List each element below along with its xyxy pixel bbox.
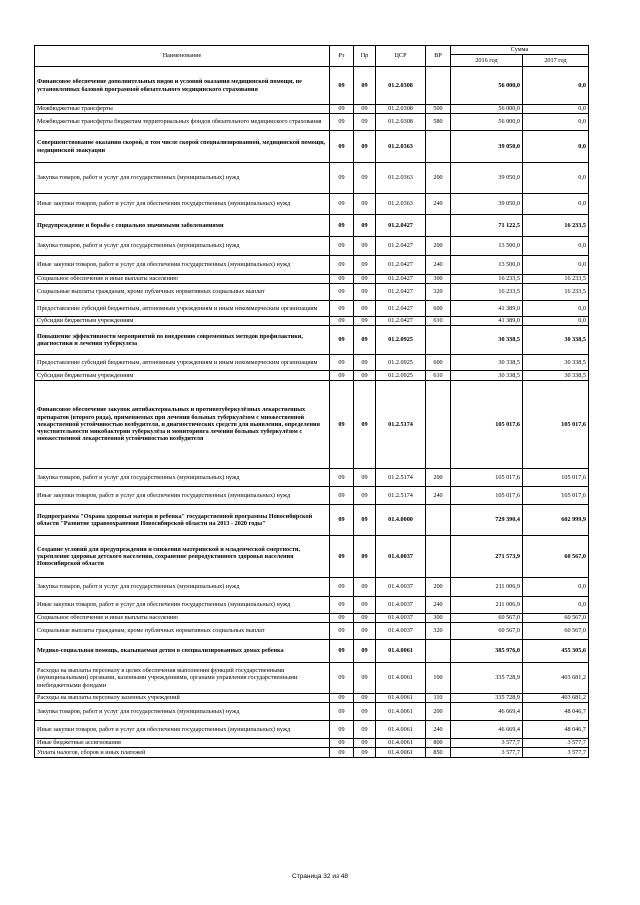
row-vr: 300	[426, 614, 451, 623]
row-vr	[426, 536, 451, 578]
row-vr: 240	[426, 597, 451, 614]
row-name: Межбюджетные трансферты бюджетам территориальных фондов обязательного медицинского страхования	[35, 114, 330, 131]
row-rz: 09	[330, 163, 354, 194]
row-vr: 610	[426, 317, 451, 326]
table-header	[35, 46, 589, 67]
row-rz: 09	[330, 105, 354, 114]
row-vr: 580	[426, 114, 451, 131]
row-amount-2016: 211 006,9	[451, 597, 523, 614]
row-pr: 09	[354, 67, 376, 105]
row-rz: 09	[330, 597, 354, 614]
row-amount-2016: 105 017,6	[451, 381, 523, 469]
row-amount-2016: 105 017,6	[451, 487, 523, 505]
row-vr	[426, 505, 451, 536]
row-vr	[426, 215, 451, 237]
row-amount-2016: 211 006,9	[451, 578, 523, 597]
row-amount-2016: 13 500,0	[451, 237, 523, 256]
row-amount-2016: 16 233,5	[451, 275, 523, 284]
row-pr: 09	[354, 703, 376, 721]
row-name: Иные закупки товаров, работ и услуг для обеспечения государственных (муниципальных) нужд	[35, 597, 330, 614]
table-row	[35, 487, 589, 505]
row-name: Социальное обеспечение и иные выплаты населению	[35, 614, 330, 623]
row-vr: 800	[426, 739, 451, 748]
row-csr: 01.4.0061	[376, 640, 426, 663]
row-name: Иные закупки товаров, работ и услуг для обеспечения государственных (муниципальных) нужд	[35, 487, 330, 505]
row-name: Социальное обеспечение и иные выплаты населению	[35, 275, 330, 284]
row-name: Совершенствование оказания скорой, в том числе скорой специализированной, медицинской помощи, медицинской эвакуации	[35, 131, 330, 163]
row-pr: 09	[354, 301, 376, 317]
row-csr: 01.4.0037	[376, 536, 426, 578]
row-amount-2016: 16 233,5	[451, 284, 523, 301]
header-rz: Рз	[330, 46, 354, 67]
row-csr: 01.2.0308	[376, 105, 426, 114]
table-row	[35, 623, 589, 640]
row-name: Субсидии бюджетным учреждениям	[35, 317, 330, 326]
row-rz: 09	[330, 536, 354, 578]
row-csr: 01.2.0427	[376, 215, 426, 237]
row-pr: 09	[354, 163, 376, 194]
header-pr: Пр	[354, 46, 376, 67]
row-amount-2017: 48 046,7	[523, 721, 589, 739]
row-pr: 09	[354, 215, 376, 237]
table-row	[35, 114, 589, 131]
row-pr: 09	[354, 505, 376, 536]
row-csr: 01.2.0427	[376, 301, 426, 317]
row-vr: 240	[426, 256, 451, 275]
row-vr: 850	[426, 748, 451, 758]
row-csr: 01.2.5174	[376, 381, 426, 469]
row-csr: 01.2.0427	[376, 284, 426, 301]
row-amount-2016: 39 050,0	[451, 163, 523, 194]
row-amount-2016: 39 050,0	[451, 194, 523, 215]
row-amount-2017: 3 577,7	[523, 748, 589, 758]
row-rz: 09	[330, 301, 354, 317]
row-name: Уплата налогов, сборов и иных платежей	[35, 748, 330, 758]
row-amount-2016: 105 017,6	[451, 469, 523, 487]
row-csr: 01.2.0925	[376, 371, 426, 381]
row-csr: 01.2.0427	[376, 256, 426, 275]
row-vr: 200	[426, 703, 451, 721]
row-name: Финансовое обеспечение закупок антибактериальных и противотуберкулёзных лекарственных препаратов (второго ряда), применяемых при лечении больных туберкулёзом с множественной лекарственной устойчивостью возбудителя, и диагностических средств для выявления, определения чувствительности микобактерии туберкулёза и мониторинга лечения больных туберкулёзом с множественной лекарственной устойчивостью возбудителя	[35, 381, 330, 469]
row-name: Создание условий для предупреждения и снижения материнской и младенческой смертности, укрепление здоровья детского населения, сохранение репродуктивного здоровья населения Новосибирской области	[35, 536, 330, 578]
row-amount-2017: 105 017,6	[523, 381, 589, 469]
row-pr: 09	[354, 536, 376, 578]
row-vr: 100	[426, 663, 451, 694]
row-amount-2016: 60 567,0	[451, 614, 523, 623]
table-row	[35, 578, 589, 597]
row-amount-2016: 39 050,0	[451, 131, 523, 163]
row-name: Предоставление субсидий бюджетным, автономным учреждениям и иным некоммерческим организациям	[35, 301, 330, 317]
row-amount-2017: 0,0	[523, 67, 589, 105]
row-vr: 320	[426, 284, 451, 301]
row-pr: 09	[354, 623, 376, 640]
row-csr: 01.2.0363	[376, 163, 426, 194]
row-amount-2016: 56 000,0	[451, 67, 523, 105]
row-amount-2016: 41 389,0	[451, 301, 523, 317]
row-rz: 09	[330, 275, 354, 284]
row-rz: 09	[330, 623, 354, 640]
row-vr: 600	[426, 355, 451, 371]
row-csr: 01.4.0037	[376, 578, 426, 597]
row-csr: 01.4.0061	[376, 721, 426, 739]
row-pr: 09	[354, 317, 376, 326]
row-pr: 09	[354, 275, 376, 284]
row-amount-2017: 0,0	[523, 237, 589, 256]
row-vr: 500	[426, 105, 451, 114]
row-rz: 09	[330, 114, 354, 131]
row-rz: 09	[330, 131, 354, 163]
row-pr: 09	[354, 237, 376, 256]
row-csr: 01.4.0037	[376, 623, 426, 640]
row-amount-2017: 30 338,5	[523, 355, 589, 371]
row-rz: 09	[330, 67, 354, 105]
row-name: Иные закупки товаров, работ и услуг для обеспечения государственных (муниципальных) нужд	[35, 256, 330, 275]
row-pr: 09	[354, 371, 376, 381]
row-amount-2016: 56 000,0	[451, 114, 523, 131]
row-pr: 09	[354, 663, 376, 694]
row-name: Иные бюджетные ассигнования	[35, 739, 330, 748]
row-rz: 09	[330, 256, 354, 275]
row-amount-2017: 0,0	[523, 301, 589, 317]
row-vr	[426, 67, 451, 105]
row-pr: 09	[354, 469, 376, 487]
row-rz: 09	[330, 237, 354, 256]
row-vr: 200	[426, 163, 451, 194]
row-amount-2016: 335 728,9	[451, 663, 523, 694]
row-rz: 09	[330, 663, 354, 694]
row-amount-2016: 385 976,0	[451, 640, 523, 663]
row-name: Закупка товаров, работ и услуг для государственных (муниципальных) нужд	[35, 163, 330, 194]
table-row	[35, 721, 589, 739]
row-csr: 01.4.0061	[376, 739, 426, 748]
row-amount-2017: 3 577,7	[523, 739, 589, 748]
row-amount-2016: 30 338,5	[451, 371, 523, 381]
table-row	[35, 371, 589, 381]
row-vr: 200	[426, 469, 451, 487]
row-amount-2017: 60 567,0	[523, 623, 589, 640]
table-row	[35, 640, 589, 663]
row-name: Социальные выплаты гражданам, кроме публичных нормативных социальных выплат	[35, 623, 330, 640]
row-amount-2017: 16 233,5	[523, 275, 589, 284]
page-footer: Страница 32 из 48	[292, 873, 348, 880]
row-rz: 09	[330, 614, 354, 623]
row-amount-2017: 60 567,0	[523, 536, 589, 578]
row-amount-2017: 403 681,2	[523, 663, 589, 694]
table-row	[35, 748, 589, 758]
row-amount-2016: 13 500,0	[451, 256, 523, 275]
table-row	[35, 505, 589, 536]
row-vr: 240	[426, 487, 451, 505]
row-amount-2017: 48 046,7	[523, 703, 589, 721]
row-amount-2016: 60 567,0	[451, 623, 523, 640]
row-rz: 09	[330, 317, 354, 326]
table-row	[35, 256, 589, 275]
row-vr	[426, 381, 451, 469]
row-rz: 09	[330, 694, 354, 703]
row-amount-2016: 30 338,5	[451, 355, 523, 371]
row-amount-2016: 271 573,9	[451, 536, 523, 578]
row-vr: 240	[426, 721, 451, 739]
row-amount-2017: 0,0	[523, 131, 589, 163]
row-rz: 09	[330, 215, 354, 237]
row-name: Закупка товаров, работ и услуг для государственных (муниципальных) нужд	[35, 578, 330, 597]
table-row	[35, 301, 589, 317]
row-name: Подпрограмма "Охрана здоровья матери и ребенка" государственной программы Новосибирской области "Развитие здравоохранения Новосибирской области на 2013 - 2020 годы"	[35, 505, 330, 536]
row-pr: 09	[354, 487, 376, 505]
row-rz: 09	[330, 284, 354, 301]
row-amount-2016: 3 577,7	[451, 748, 523, 758]
row-vr	[426, 640, 451, 663]
row-csr: 01.4.0061	[376, 748, 426, 758]
row-amount-2016: 46 669,4	[451, 703, 523, 721]
row-vr: 300	[426, 275, 451, 284]
row-amount-2017: 0,0	[523, 578, 589, 597]
row-csr: 01.4.0061	[376, 703, 426, 721]
row-pr: 09	[354, 355, 376, 371]
row-name: Предоставление субсидий бюджетным, автономным учреждениям и иным некоммерческим организациям	[35, 355, 330, 371]
row-rz: 09	[330, 739, 354, 748]
row-name: Медико-социальная помощь, оказываемая детям в специализированных домах ребенка	[35, 640, 330, 663]
row-name: Иные закупки товаров, работ и услуг для обеспечения государственных (муниципальных) нужд	[35, 194, 330, 215]
row-vr: 610	[426, 371, 451, 381]
row-amount-2016: 71 122,5	[451, 215, 523, 237]
table-row	[35, 469, 589, 487]
row-csr: 01.4.0061	[376, 694, 426, 703]
row-amount-2016: 729 390,4	[451, 505, 523, 536]
row-amount-2017: 0,0	[523, 317, 589, 326]
row-vr: 200	[426, 578, 451, 597]
row-vr: 320	[426, 623, 451, 640]
row-amount-2016: 41 389,0	[451, 317, 523, 326]
table-row	[35, 597, 589, 614]
row-rz: 09	[330, 578, 354, 597]
row-pr: 09	[354, 114, 376, 131]
row-pr: 09	[354, 640, 376, 663]
row-pr: 09	[354, 694, 376, 703]
row-amount-2017: 105 017,6	[523, 487, 589, 505]
table-row	[35, 536, 589, 578]
budget-table	[34, 45, 589, 758]
row-amount-2016: 335 728,9	[451, 694, 523, 703]
row-pr: 09	[354, 256, 376, 275]
table-row	[35, 105, 589, 114]
row-vr: 110	[426, 694, 451, 703]
row-csr: 01.2.0363	[376, 194, 426, 215]
row-pr: 09	[354, 131, 376, 163]
row-name: Предупреждение и борьба с социально значимыми заболеваниями	[35, 215, 330, 237]
row-amount-2017: 0,0	[523, 163, 589, 194]
table-row	[35, 703, 589, 721]
row-amount-2017: 30 338,5	[523, 326, 589, 355]
row-name: Закупка товаров, работ и услуг для государственных (муниципальных) нужд	[35, 703, 330, 721]
table-row	[35, 275, 589, 284]
table-row	[35, 194, 589, 215]
row-name: Субсидии бюджетным учреждениям	[35, 371, 330, 381]
row-amount-2017: 602 999,9	[523, 505, 589, 536]
row-csr: 01.2.0363	[376, 131, 426, 163]
row-name: Финансовое обеспечение дополнительных видов и условий оказания медицинской помощи, не установленных базовой программой обязательного медицинского страхования	[35, 67, 330, 105]
row-csr: 01.2.0925	[376, 355, 426, 371]
row-amount-2017: 30 338,5	[523, 371, 589, 381]
table-row	[35, 284, 589, 301]
row-pr: 09	[354, 739, 376, 748]
row-pr: 09	[354, 381, 376, 469]
row-csr: 01.2.0925	[376, 326, 426, 355]
row-pr: 09	[354, 614, 376, 623]
row-rz: 09	[330, 505, 354, 536]
row-name: Расходы на выплаты персоналу в целях обеспечения выполнения функций государственными (муниципальными) органами, казенными учреждениями, органами управления государственными внебюджетными фондами	[35, 663, 330, 694]
row-pr: 09	[354, 194, 376, 215]
row-name: Повышение эффективности мероприятий по внедрению современных методов профилактики, диагностики и лечения туберкулеза	[35, 326, 330, 355]
row-csr: 01.2.0427	[376, 317, 426, 326]
table-row	[35, 67, 589, 105]
row-csr: 01.4.0037	[376, 614, 426, 623]
row-rz: 09	[330, 469, 354, 487]
row-amount-2017: 0,0	[523, 105, 589, 114]
row-amount-2017: 403 681,2	[523, 694, 589, 703]
row-vr: 200	[426, 237, 451, 256]
row-csr: 01.2.0308	[376, 114, 426, 131]
row-csr: 01.2.0308	[376, 67, 426, 105]
row-vr	[426, 131, 451, 163]
row-rz: 09	[330, 371, 354, 381]
row-pr: 09	[354, 326, 376, 355]
header-name: Наименование	[35, 46, 330, 67]
row-rz: 09	[330, 355, 354, 371]
table-row	[35, 237, 589, 256]
header-vr: ВР	[426, 46, 451, 67]
row-name: Закупка товаров, работ и услуг для государственных (муниципальных) нужд	[35, 469, 330, 487]
row-name: Иные закупки товаров, работ и услуг для обеспечения государственных (муниципальных) нужд	[35, 721, 330, 739]
row-pr: 09	[354, 105, 376, 114]
table-row	[35, 614, 589, 623]
table-row	[35, 381, 589, 469]
row-vr: 600	[426, 301, 451, 317]
row-rz: 09	[330, 381, 354, 469]
row-csr: 01.4.0000	[376, 505, 426, 536]
row-pr: 09	[354, 721, 376, 739]
row-amount-2017: 0,0	[523, 597, 589, 614]
row-rz: 09	[330, 326, 354, 355]
row-csr: 01.2.5174	[376, 469, 426, 487]
table-row	[35, 215, 589, 237]
row-amount-2017: 60 567,0	[523, 614, 589, 623]
row-csr: 01.2.0427	[376, 275, 426, 284]
table-row	[35, 163, 589, 194]
row-pr: 09	[354, 748, 376, 758]
row-name: Расходы на выплаты персоналу казенных учреждений	[35, 694, 330, 703]
row-amount-2017: 0,0	[523, 194, 589, 215]
row-csr: 01.2.0427	[376, 237, 426, 256]
row-csr: 01.2.5174	[376, 487, 426, 505]
row-name: Закупка товаров, работ и услуг для государственных (муниципальных) нужд	[35, 237, 330, 256]
row-rz: 09	[330, 748, 354, 758]
row-amount-2017: 0,0	[523, 256, 589, 275]
table-row	[35, 355, 589, 371]
row-vr: 240	[426, 194, 451, 215]
row-rz: 09	[330, 640, 354, 663]
row-amount-2016: 56 000,0	[451, 105, 523, 114]
table-body	[35, 67, 589, 758]
header-csr: ЦСР	[376, 46, 426, 67]
table-row	[35, 317, 589, 326]
row-amount-2017: 105 017,6	[523, 469, 589, 487]
row-vr	[426, 326, 451, 355]
row-amount-2017: 455 305,6	[523, 640, 589, 663]
row-csr: 01.4.0037	[376, 597, 426, 614]
header-year-2017: 2017 год	[523, 55, 589, 67]
row-rz: 09	[330, 703, 354, 721]
row-rz: 09	[330, 721, 354, 739]
row-name: Социальные выплаты гражданам, кроме публичных нормативных социальных выплат	[35, 284, 330, 301]
row-amount-2016: 30 338,5	[451, 326, 523, 355]
table-row	[35, 326, 589, 355]
table-row	[35, 663, 589, 694]
table-row	[35, 131, 589, 163]
row-rz: 09	[330, 194, 354, 215]
header-year-2016: 2016 год	[451, 55, 523, 67]
row-amount-2017: 16 233,5	[523, 284, 589, 301]
row-name: Межбюджетные трансферты	[35, 105, 330, 114]
table-row	[35, 739, 589, 748]
row-pr: 09	[354, 597, 376, 614]
row-amount-2016: 46 669,4	[451, 721, 523, 739]
row-pr: 09	[354, 578, 376, 597]
header-sum: Сумма	[451, 46, 589, 55]
row-amount-2017: 16 233,5	[523, 215, 589, 237]
row-pr: 09	[354, 284, 376, 301]
row-rz: 09	[330, 487, 354, 505]
row-amount-2017: 0,0	[523, 114, 589, 131]
row-amount-2016: 3 577,7	[451, 739, 523, 748]
table-row	[35, 694, 589, 703]
row-csr: 01.4.0061	[376, 663, 426, 694]
